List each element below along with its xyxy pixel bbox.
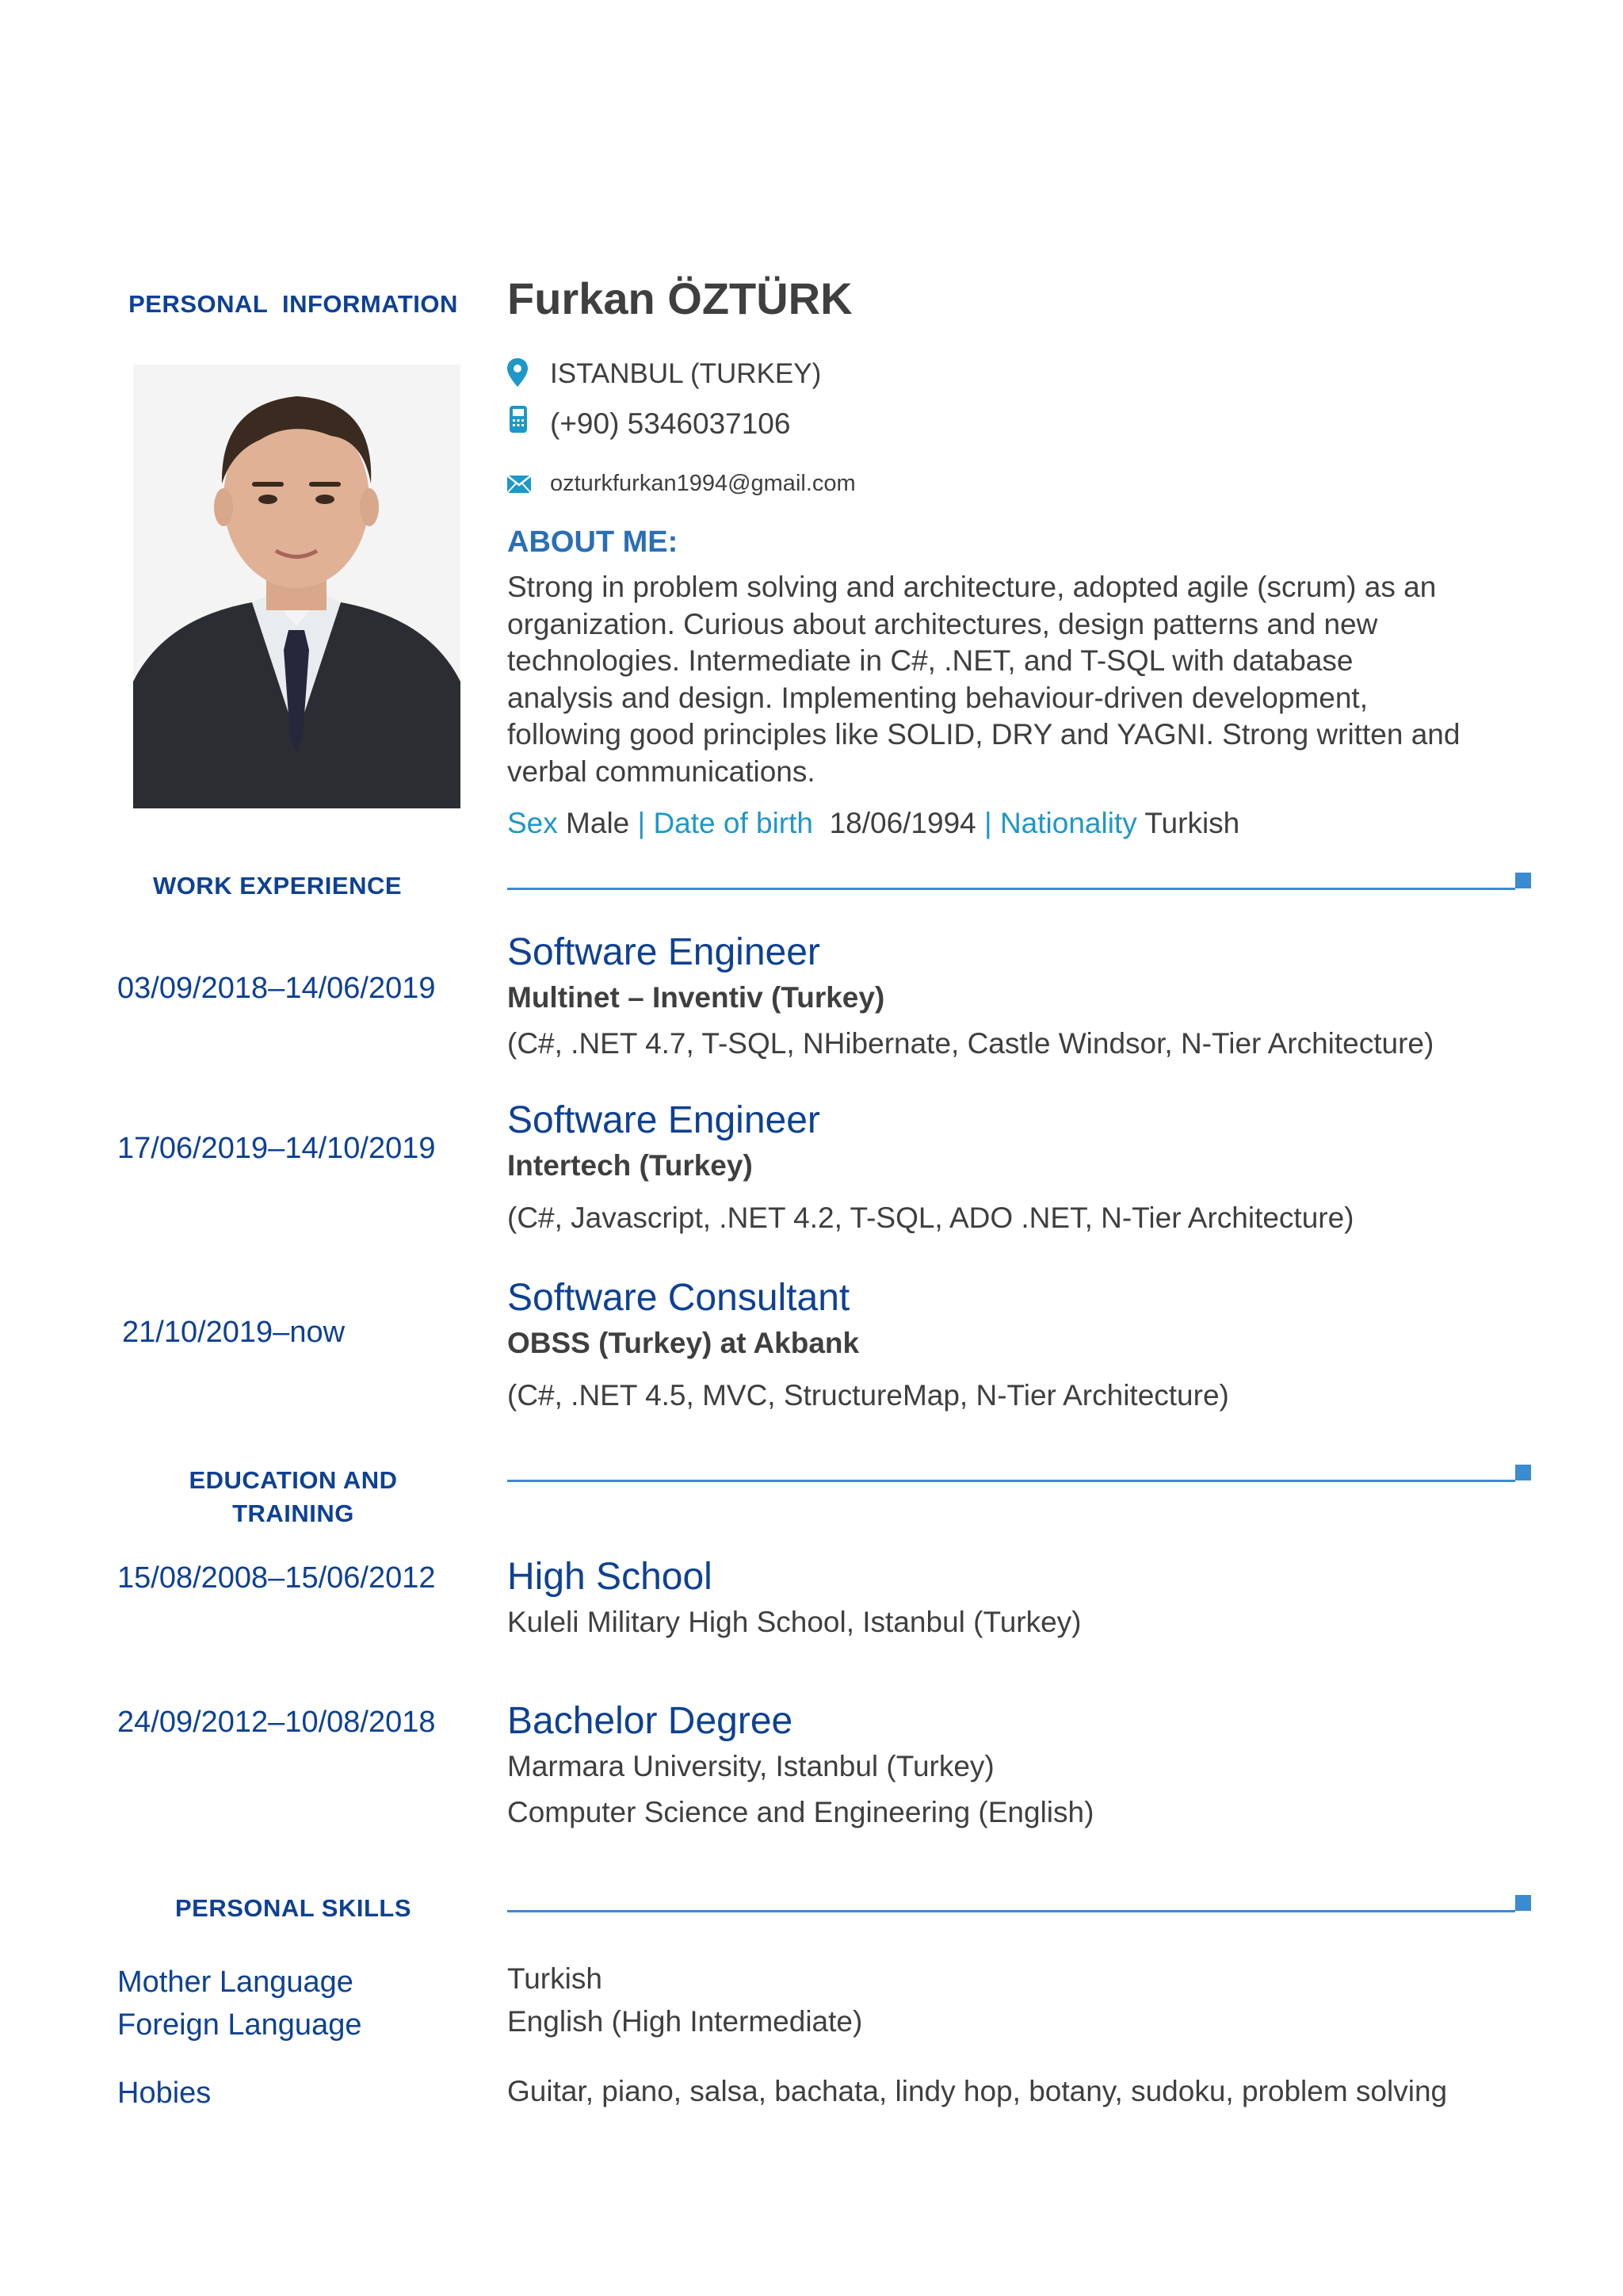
section-title-line: EDUCATION AND: [189, 1466, 398, 1494]
profile-photo: [133, 365, 460, 808]
section-divider-marker: [1515, 1465, 1531, 1480]
foreign-language-label: Foreign Language: [117, 2008, 362, 2042]
work-detail: (C#, .NET 4.5, MVC, StructureMap, N-Tier Architecture): [507, 1379, 1229, 1412]
location-text: ISTANBUL (TURKEY): [550, 358, 822, 389]
section-divider-marker: [1515, 873, 1531, 888]
sex-label: Sex: [507, 807, 558, 839]
envelope-icon: [507, 476, 531, 497]
foreign-language-value: English (High Intermediate): [507, 2005, 863, 2038]
section-title-personal-information: PERSONAL INFORMATION: [128, 290, 458, 318]
nationality-label: Nationality: [999, 807, 1137, 839]
work-detail: (C#, .NET 4.7, T-SQL, NHibernate, Castle Windsor, N-Tier Architecture): [507, 1027, 1434, 1060]
section-divider-marker: [1515, 1895, 1531, 1911]
hobbies-value: Guitar, piano, salsa, bachata, lindy hop, botany, sudoku, problem solving: [507, 2075, 1448, 2107]
sex-value: Male: [566, 807, 630, 839]
work-org: OBSS (Turkey) at Akbank: [507, 1327, 860, 1359]
about-line: following good principles like SOLID, DRY and YAGNI. Strong written and: [507, 718, 1461, 751]
education-institution: Kuleli Military High School, Istanbul (Turkey): [507, 1606, 1082, 1638]
personal-details-line: [507, 807, 1239, 840]
mobile-phone-icon: [510, 406, 527, 437]
education-date: 24/09/2012–10/08/2018: [117, 1706, 436, 1739]
section-title-line: TRAINING: [232, 1499, 354, 1527]
phone-text: (+90) 5346037106: [550, 407, 791, 440]
work-title: Software Engineer: [507, 931, 820, 973]
mother-language-label: Mother Language: [117, 1966, 353, 1999]
dob-value: 18/06/1994: [829, 807, 976, 839]
work-date: 03/09/2018–14/06/2019: [117, 972, 436, 1005]
email-link[interactable]: ozturkfurkan1994@gmail.com: [550, 471, 856, 496]
about-line: technologies. Intermediate in C#, .NET, and T-SQL with database: [507, 644, 1354, 677]
work-date: 17/06/2019–14/10/2019: [117, 1132, 436, 1165]
section-divider: [507, 888, 1515, 890]
education-institution: Marmara University, Istanbul (Turkey): [507, 1750, 995, 1782]
about-title: ABOUT ME:: [507, 525, 678, 559]
education-title: High School: [507, 1556, 712, 1598]
hobbies-label: Hobies: [117, 2076, 212, 2110]
work-org: Intertech (Turkey): [507, 1149, 753, 1182]
full-name: Furkan ÖZTÜRK: [507, 273, 853, 323]
about-line: analysis and design. Implementing behaviour-driven development,: [507, 681, 1368, 714]
portrait-image: [133, 365, 460, 808]
separator: |: [637, 807, 646, 839]
work-title: Software Consultant: [507, 1277, 850, 1319]
education-title: Bachelor Degree: [507, 1700, 793, 1742]
mother-language-value: Turkish: [507, 1962, 602, 1995]
about-line: organization. Curious about architectures, design patterns and new: [507, 607, 1378, 640]
nationality-value: Turkish: [1144, 807, 1240, 839]
work-date: 21/10/2019–now: [122, 1316, 346, 1349]
education-program: Computer Science and Engineering (English): [507, 1796, 1094, 1828]
section-divider: [507, 1910, 1515, 1912]
map-pin-icon: [507, 358, 528, 391]
dob-label: Date of birth: [653, 807, 813, 839]
about-text: [507, 569, 1460, 790]
work-title: Software Engineer: [507, 1099, 820, 1141]
about-line: Strong in problem solving and architecture, adopted agile (scrum) as an: [507, 571, 1437, 603]
about-line: verbal communications.: [507, 755, 815, 788]
education-date: 15/08/2008–15/06/2012: [117, 1561, 436, 1595]
work-detail: (C#, Javascript, .NET 4.2, T-SQL, ADO .NET, N-Tier Architecture): [507, 1201, 1354, 1234]
work-org: Multinet – Inventiv (Turkey): [507, 981, 885, 1014]
separator: |: [984, 807, 992, 839]
section-title-education: [111, 1464, 475, 1530]
section-title-work-experience: WORK EXPERIENCE: [152, 872, 403, 900]
section-divider: [507, 1480, 1515, 1482]
section-title-personal-skills: PERSONAL SKILLS: [174, 1894, 412, 1922]
